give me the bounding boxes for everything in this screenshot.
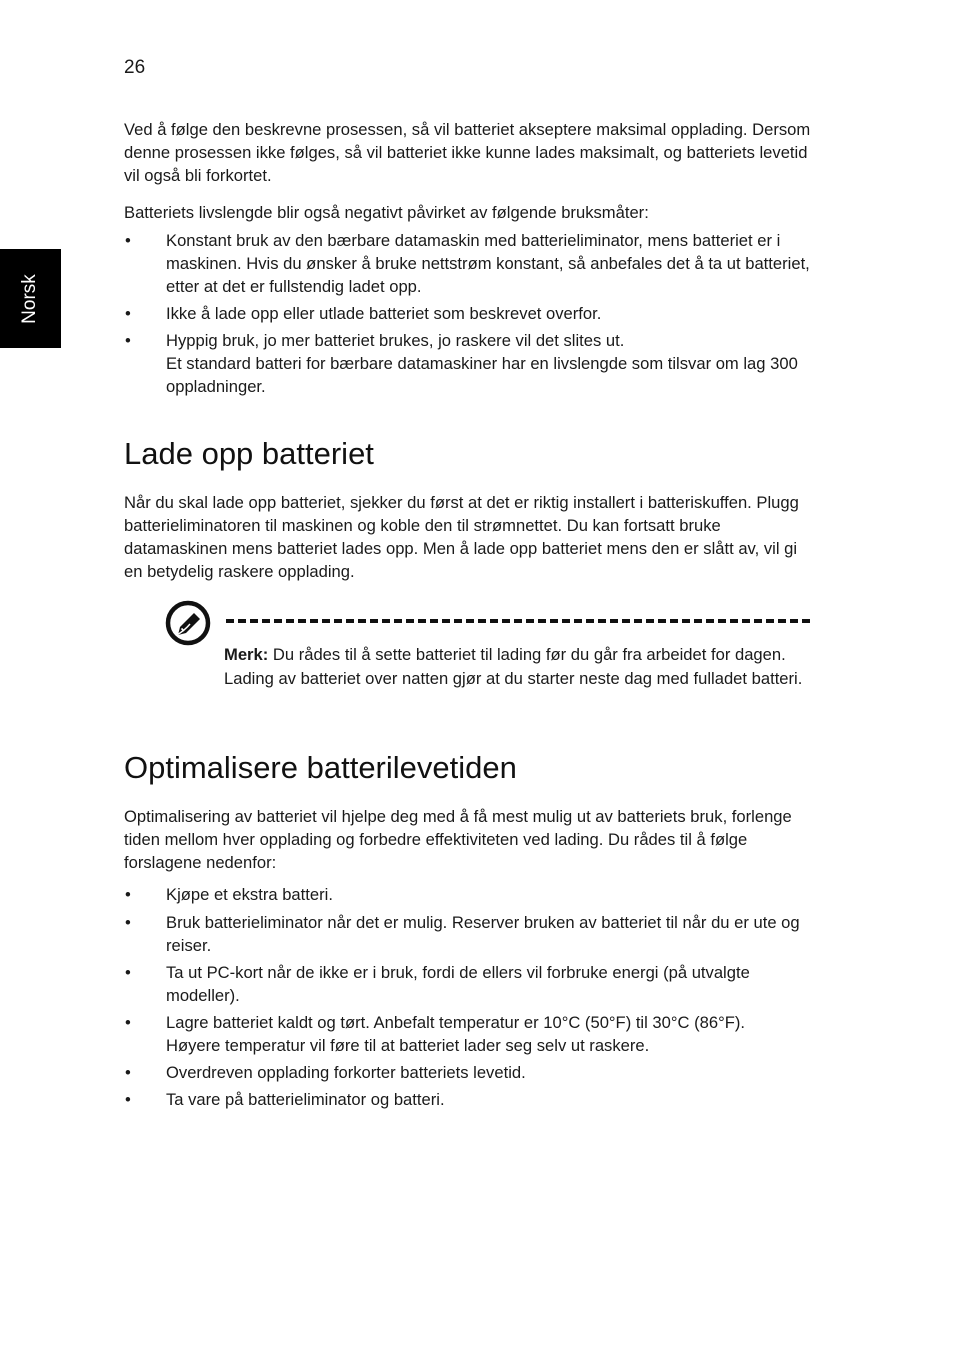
bullet-icon: • bbox=[125, 1013, 131, 1032]
optimize-paragraph: Optimalisering av batteriet vil hjelpe deg med å få mest mulig ut av batteriets bruk, forlenge tiden mellom hver opplading og forbedre effektiviteten ved lading. Du rådes til å følge forslagene nedenfor: bbox=[124, 807, 792, 872]
list-item-continuation: Høyere temperatur vil føre til at batteriet lader seg selv ut raskere. bbox=[166, 1036, 650, 1055]
list-item-text: Lagre batteriet kaldt og tørt. Anbefalt temperatur er 10°C (50°F) til 30°C (86°F). bbox=[166, 1013, 745, 1032]
bullet-icon: • bbox=[125, 963, 131, 982]
list-item-text: Hyppig bruk, jo mer batteriet brukes, jo raskere vil det slites ut. bbox=[166, 331, 625, 350]
bullet-icon: • bbox=[125, 913, 131, 932]
list-item-text: Ikke å lade opp eller utlade batteriet som beskrevet overfor. bbox=[166, 304, 602, 323]
note-text bbox=[224, 643, 804, 690]
list-item-text: Overdreven opplading forkorter batteriets levetid. bbox=[166, 1063, 526, 1082]
list-item bbox=[124, 961, 814, 1007]
list-item bbox=[124, 329, 814, 398]
optimize-bullet-list bbox=[124, 883, 814, 1111]
note-divider bbox=[226, 619, 810, 623]
bullet-icon: • bbox=[125, 231, 131, 250]
note-body: Du rådes til å sette batteriet til lading før du går fra arbeidet for dagen. Lading av batteriet over natten gjør at du starter neste dag med fulladet batteri. bbox=[224, 645, 803, 688]
language-side-tab bbox=[0, 249, 61, 348]
list-item-text: Konstant bruk av den bærbare datamaskin med batterieliminator, mens batteriet er i maskinen. Hvis du ønsker å bruke nettstrøm konstant, så anbefales det å ta ut batteriet, etter at det er fullstendig ladet opp. bbox=[166, 231, 810, 296]
list-item bbox=[124, 1061, 814, 1084]
bullet-icon: • bbox=[125, 304, 131, 323]
list-item bbox=[124, 1088, 814, 1111]
list-item-text: Kjøpe et ekstra batteri. bbox=[166, 885, 333, 904]
bullet-icon: • bbox=[125, 1063, 131, 1082]
list-item bbox=[124, 1011, 814, 1057]
note-pencil-icon bbox=[165, 600, 211, 646]
list-item bbox=[124, 229, 814, 298]
list-item-text: Ta vare på batterieliminator og batteri. bbox=[166, 1090, 445, 1109]
list-item-continuation: Et standard batteri for bærbare datamaskiner har en livslengde som tilsvar om lag 300 oppladninger. bbox=[166, 354, 798, 396]
list-item bbox=[124, 302, 814, 325]
bullet-icon: • bbox=[125, 885, 131, 904]
list-item-text: Ta ut PC-kort når de ikke er i bruk, fordi de ellers vil forbruke energi (på utvalgte modeller). bbox=[166, 963, 750, 1005]
list-item-text: Bruk batterieliminator når det er mulig. Reserver bruken av batteriet til når du er ute og reiser. bbox=[166, 913, 800, 955]
bullet-icon: • bbox=[125, 331, 131, 350]
intro-paragraph-2: Batteriets livslengde blir også negativt påvirket av følgende bruksmåter: bbox=[124, 203, 649, 222]
usage-bullet-list bbox=[124, 229, 814, 398]
intro-paragraph-1: Ved å følge den beskrevne prosessen, så vil batteriet akseptere maksimal opplading. Dersom denne prosessen ikke følges, så vil batteriet ikke kunne lades maksimalt, og batteriets levetid vil også bli forkortet. bbox=[124, 120, 811, 185]
charge-paragraph: Når du skal lade opp batteriet, sjekker du først at det er riktig installert i batteriskuffen. Plugg batterieliminatoren til maskinen og koble den til strømnettet. Du kan fortsatt bruke datamaskinen mens batteriet lades opp. Men å lade opp batteriet mens den er slått av, vil gi en betydelig raskere opplading. bbox=[124, 493, 799, 581]
section-heading-optimize: Optimalisere batterilevetiden bbox=[124, 750, 517, 785]
side-tab-label: Norsk bbox=[19, 274, 40, 324]
page-number: 26 bbox=[124, 57, 146, 78]
list-item bbox=[124, 883, 814, 906]
bullet-icon: • bbox=[125, 1090, 131, 1109]
list-item bbox=[124, 911, 814, 957]
note-label: Merk: bbox=[224, 645, 269, 664]
section-heading-charge: Lade opp batteriet bbox=[124, 436, 374, 471]
